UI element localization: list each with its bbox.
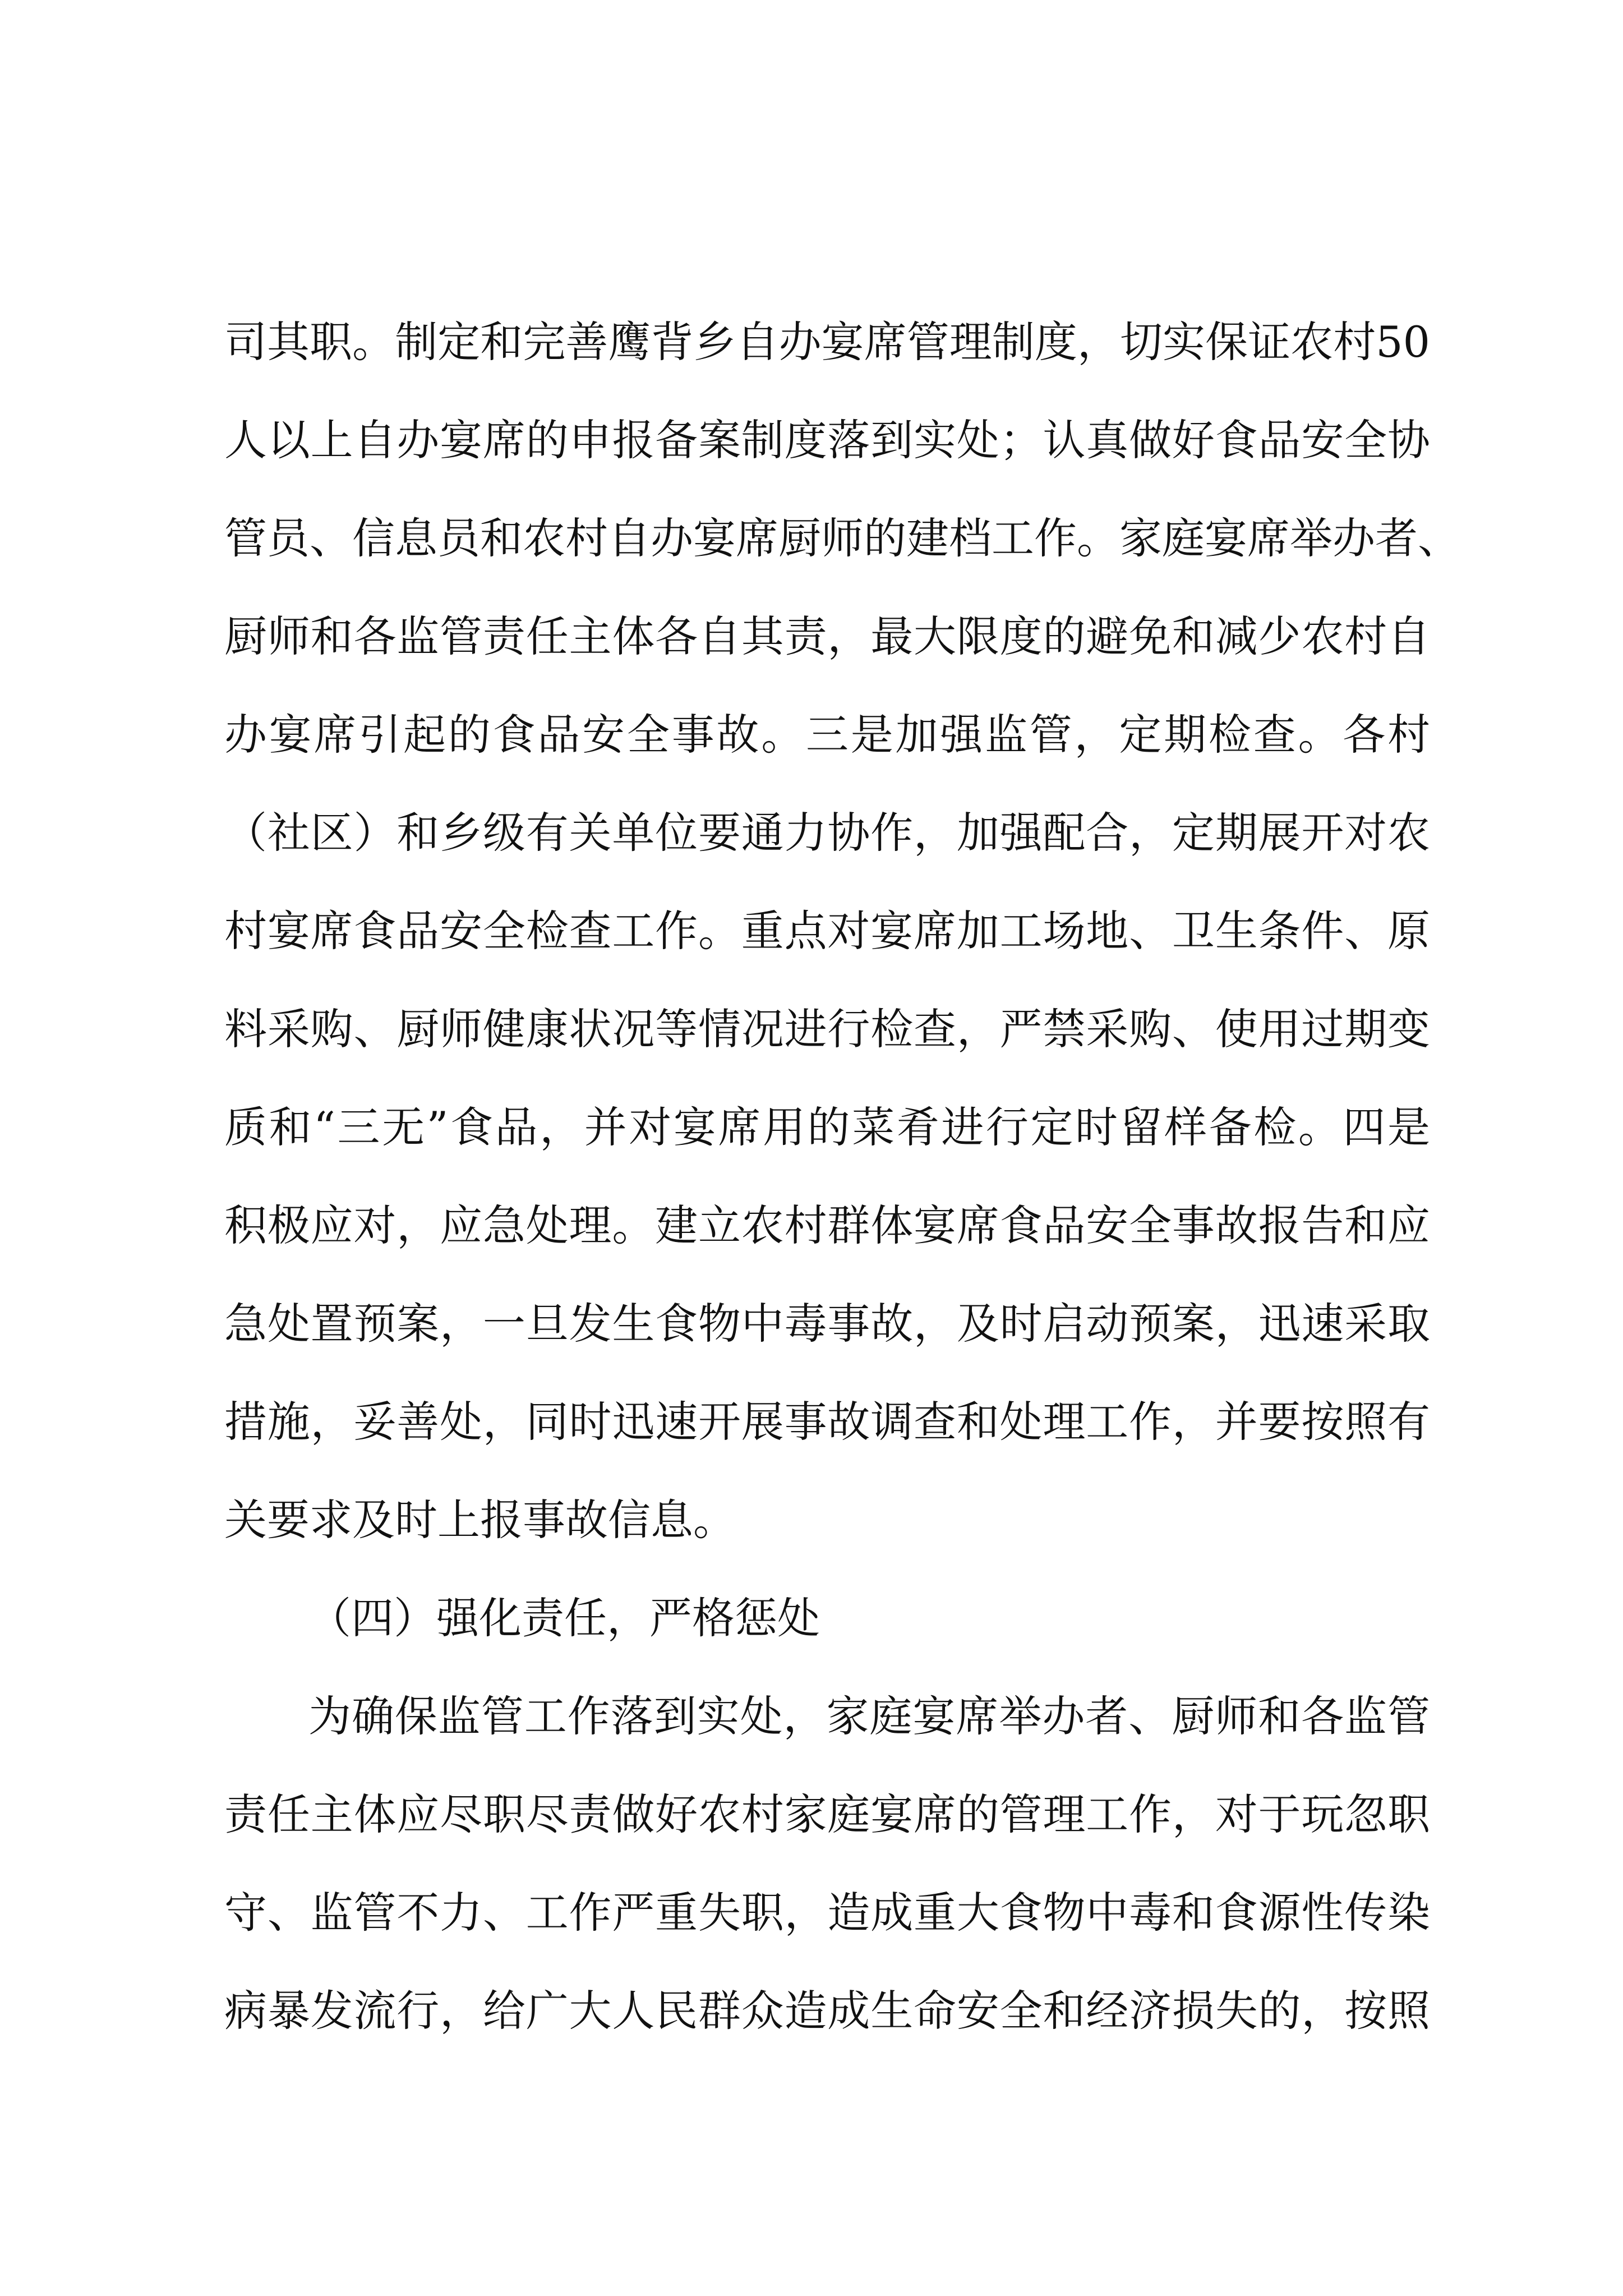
paragraph-line: 司其职。制定和完善鹰背乡自办宴席管理制度，切实保证农村50 [224, 317, 1430, 367]
paragraph-line: 措施，妥善处，同时迅速开展事故调查和处理工作，并要按照有 [224, 1397, 1430, 1447]
paragraph-line: 村宴席食品安全检查工作。重点对宴席加工场地、卫生条件、原 [224, 906, 1430, 956]
paragraph-line: 厨师和各监管责任主体各自其责，最大限度的避免和减少农村自 [224, 611, 1430, 661]
paragraph-line: 急处置预案，一旦发生食物中毒事故，及时启动预案，迅速采取 [224, 1299, 1430, 1349]
paragraph-line: （社区）和乡级有关单位要通力协作，加强配合，定期展开对农 [224, 808, 1430, 858]
paragraph-line: 守、监管不力、工作严重失职，造成重大食物中毒和食源性传染 [224, 1888, 1430, 1938]
paragraph-line: 责任主体应尽职尽责做好农村家庭宴席的管理工作，对于玩忽职 [224, 1789, 1430, 1839]
paragraph-line: 人以上自办宴席的申报备案制度落到实处；认真做好食品安全协 [224, 415, 1430, 465]
paragraph-line: 管员、信息员和农村自办宴席厨师的建档工作。家庭宴席举办者、 [224, 513, 1460, 563]
paragraph-line: 质和“三无”食品，并对宴席用的菜肴进行定时留样备检。四是 [224, 1102, 1430, 1152]
paragraph-line: 办宴席引起的食品安全事故。三是加强监管，定期检查。各村 [224, 710, 1430, 760]
paragraph-line: 病暴发流行，给广大人民群众造成生命安全和经济损失的，按照 [224, 1986, 1430, 2036]
paragraph-line: 为确保监管工作落到实处，家庭宴席举办者、厨师和各监管 [308, 1691, 1430, 1741]
paragraph-line: 积极应对，应急处理。建立农村群体宴席食品安全事故报告和应 [224, 1200, 1430, 1250]
section-heading: （四）强化责任，严格惩处 [308, 1593, 820, 1643]
paragraph-line: 料采购、厨师健康状况等情况进行检查，严禁采购、使用过期变 [224, 1004, 1430, 1054]
paragraph-line: 关要求及时上报事故信息。 [224, 1495, 736, 1545]
